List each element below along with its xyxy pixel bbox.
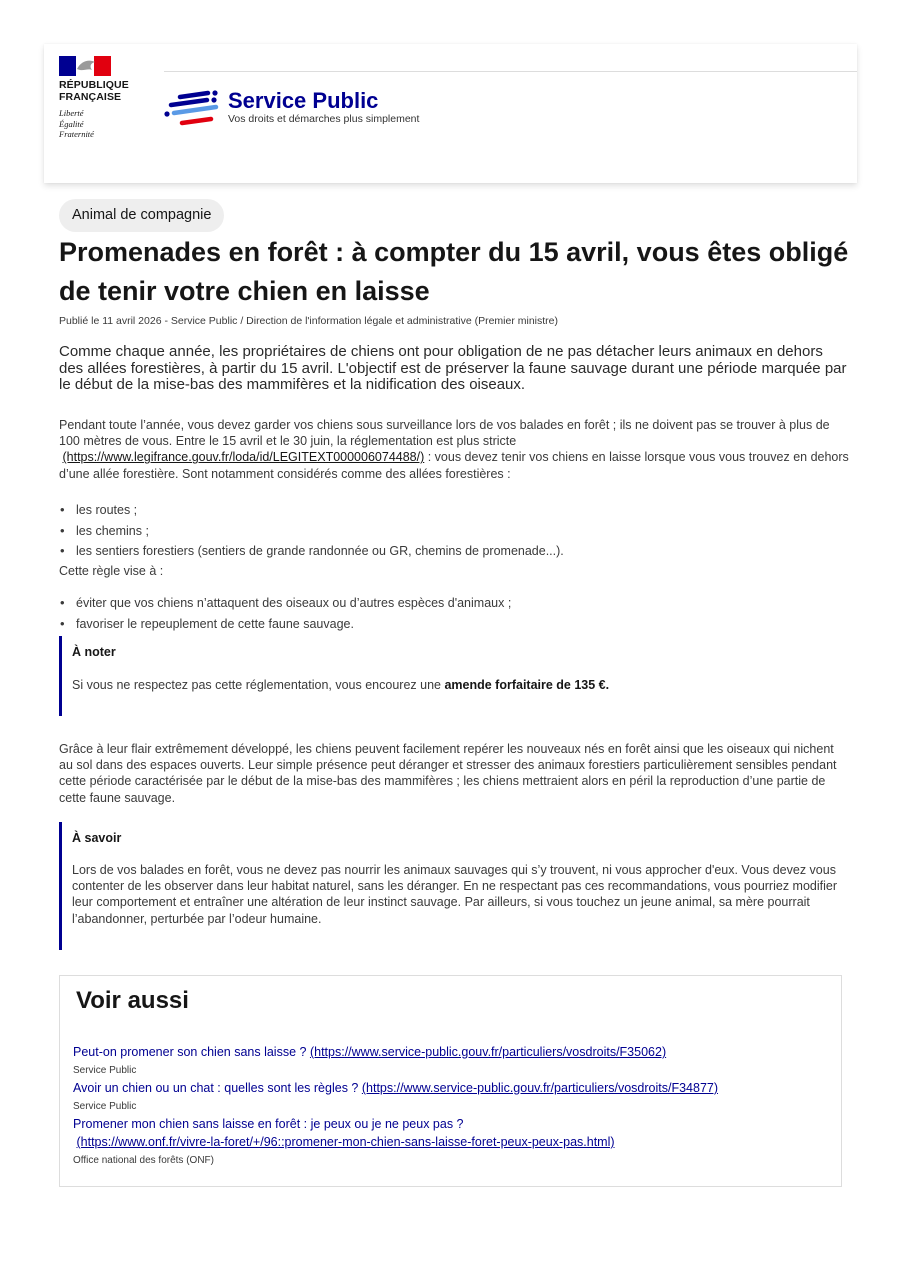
marianne-logo-icon[interactable] xyxy=(59,56,111,76)
paragraph-rule-aims: Cette règle vise à : xyxy=(59,564,164,578)
callout-a-savoir xyxy=(59,822,849,950)
site-tagline: Vos droits et démarches plus simplement xyxy=(228,113,420,125)
list-item: • éviter que vos chiens n’attaquent des oiseaux ou d’autres espèces d'animaux ; xyxy=(59,593,839,614)
see-also-link[interactable]: Peut-on promener son chien sans laisse ? (https://www.service-public.gouv.fr/particuliers/vosdroits/F35062) xyxy=(73,1045,667,1059)
article-lead: Comme chaque année, les propriétaires de chiens ont pour obligation de ne pas détacher leurs animaux en dehors des allées forestières, à partir du 15 avril. L'objectif est de préserver la faune sauvage durant une période marquée par le début de la mise-bas des mammifères et la nidification des oiseaux. xyxy=(59,343,847,393)
callout-title: À noter xyxy=(72,645,116,659)
callout-text: Si vous ne respectez pas cette réglementation, vous encourez une amende forfaitaire de 135 €. xyxy=(72,678,610,692)
page-title: Promenades en forêt : à compter du 15 avril, vous êtes obligé de tenir votre chien en laisse xyxy=(59,237,849,306)
see-also-link[interactable]: Promener mon chien sans laisse en forêt : je peux ou je ne peux pas ? (https://www.onf.fr/vivre-la-foret/+/96::promener-mon-chien-sans-laisse-foret-peux-peux-pas.html) xyxy=(73,1117,615,1149)
paragraph-wildlife: Grâce à leur flair extrêmement développé, les chiens peuvent facilement repérer les nouveaux nés en forêt ainsi que les oiseaux qui nichent au sol dans des espaces ouverts. Leur simple présence peut déranger et stresser des animaux forestiers particulièrement sensibles pendant cette période caractérisée par le début de la mise-bas des mammifères ; les chiens mettraient alors en péril la reproduction d’une partie de cette faune sauvage. xyxy=(59,742,837,805)
see-also-link[interactable]: Avoir un chien ou un chat : quelles sont les règles ? (https://www.service-public.gouv.fr/particuliers/vosdroits/F34877) xyxy=(73,1081,719,1095)
see-also-source: Service Public xyxy=(73,1101,137,1112)
republic-motto: Liberté Égalité Fraternité xyxy=(59,108,94,139)
fine-amount: amende forfaitaire de 135 €. xyxy=(444,678,610,692)
see-also-item xyxy=(73,1043,833,1078)
callout-text: Lors de vos balades en forêt, vous ne devez pas nourrir les animaux sauvages qui s’y trouvent, ni vous approcher d'eux. Vous devez vous contenter de les observer dans leur habitat naturel, sans les déranger. En ne respectant pas ces recommandations, vous pourriez modifier leur comportement et entraîner une altération de leur instinct sauvage. Par ailleurs, si vous touchez un jeune animal, sa mère pourrait l’abandonner, perturbée par l’odeur humaine. xyxy=(72,863,838,926)
list-item: • favoriser le repeuplement de cette faune sauvage. xyxy=(59,614,839,635)
rule-aims-list xyxy=(59,593,839,634)
paragraph-text: Pendant toute l’année, vous devez garder vos chiens sous surveillance lors de vos balades en forêt ; ils ne doivent pas se trouver à plus de 100 mètres de vous. Entre le 15 avril et le 30 juin, la réglementation est plus stricte xyxy=(59,418,830,449)
site-title[interactable]: Service Public xyxy=(228,88,379,113)
republique-francaise-name: RÉPUBLIQUE FRANÇAISE xyxy=(59,79,129,103)
list-item: • les sentiers forestiers (sentiers de grande randonnée ou GR, chemins de promenade...). xyxy=(59,541,839,562)
publication-info: Publié le 11 avril 2026 - Service Public / Direction de l'information légale et administrative (Premier ministre) xyxy=(59,315,559,327)
see-also-title: Voir aussi xyxy=(76,987,189,1014)
paragraph-regulation xyxy=(59,417,849,482)
see-also-source: Service Public xyxy=(73,1065,137,1076)
see-also-item xyxy=(73,1115,833,1168)
forest-paths-list xyxy=(59,500,839,562)
list-item: • les chemins ; xyxy=(59,521,839,542)
see-also-box xyxy=(59,975,842,1187)
site-header xyxy=(44,44,857,183)
header-divider xyxy=(164,71,857,72)
paragraph-text: : vous devez tenir vos chiens en laisse lorsque vous vous trouvez en dehors d’une allée forestière. Sont notamment considérés comme des allées forestières : xyxy=(59,450,849,481)
callout-title: À savoir xyxy=(72,831,122,845)
see-also-source: Office national des forêts (ONF) xyxy=(73,1155,214,1166)
category-tag[interactable]: Animal de compagnie xyxy=(59,199,224,232)
legifrance-link[interactable]: (https://www.legifrance.gouv.fr/loda/id/LEGITEXT000006074488/) xyxy=(62,450,425,465)
list-item: • les routes ; xyxy=(59,500,839,521)
see-also-item xyxy=(73,1079,833,1114)
callout-a-noter xyxy=(59,636,849,716)
service-public-logo-icon[interactable] xyxy=(164,90,220,130)
